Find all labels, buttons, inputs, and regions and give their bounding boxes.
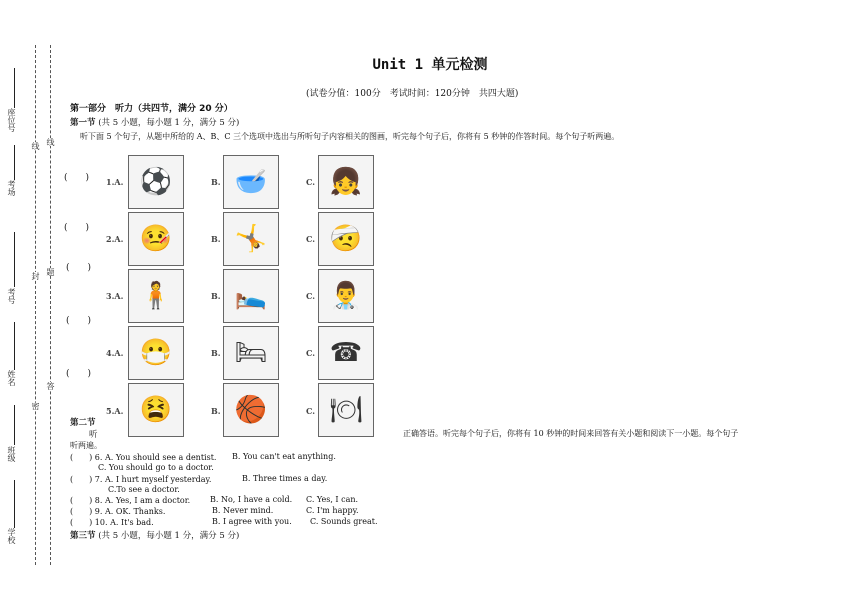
option-a[interactable]: A. OK. Thanks. (104, 507, 166, 516)
option-label: B. (211, 348, 221, 358)
falling-boy-icon[interactable]: 🤸 (223, 212, 279, 266)
line-word-1: 线 (31, 142, 40, 150)
class-underline (14, 405, 15, 445)
option-label: 1.A. (106, 177, 124, 187)
sec2-instructions-end: 听两遍。 (70, 441, 102, 450)
coughing-boy-icon[interactable]: 😷 (128, 326, 184, 380)
bed-rest-icon[interactable]: 🛌 (223, 269, 279, 323)
option-label: C. (306, 348, 316, 358)
sec1-instructions: 听下面 5 个句子，从题中所给的 A、B、C 三个选项中选出与所听句子内容相关的图画，听完每个句子后，你将有 5 秒钟的作答时间。每个句子听两遍。 (80, 132, 620, 141)
option-b[interactable]: B. No, I have a cold. (210, 495, 293, 504)
doctor-icon[interactable]: 👨‍⚕️ (318, 269, 374, 323)
page-title (0, 54, 860, 74)
no-word: 密 (31, 402, 40, 410)
question-9: ( ) 9. A. OK. Thanks. (70, 507, 166, 516)
answer-paren[interactable]: ( ) (70, 507, 93, 516)
answer-paren[interactable]: ( ) (66, 263, 92, 273)
dashed-line-right (50, 45, 51, 565)
option-label: C. (306, 234, 316, 244)
answer-paren[interactable]: ( ) (70, 496, 93, 505)
basketball-boy-icon[interactable]: 🏀 (223, 383, 279, 437)
option-c[interactable]: C.To see a doctor. (108, 485, 180, 494)
girl-icon[interactable]: 👧 (318, 155, 374, 209)
question-7: ( ) 7. A. I hurt myself yesterday. (70, 475, 212, 484)
answer-paren[interactable]: ( ) (66, 369, 92, 379)
subtitle: (试卷分值：100分 考试时间：120分钟 共四大题) (306, 89, 519, 99)
option-label: 2.A. (106, 234, 124, 244)
answer-paren[interactable]: ( ) (70, 518, 93, 527)
answer-paren[interactable]: ( ) (64, 223, 90, 233)
seat-underline (14, 68, 15, 108)
line-word-2: 线 (46, 138, 55, 146)
option-b[interactable]: B. Never mind. (212, 506, 274, 515)
name-label: 姓名 (7, 370, 16, 386)
option-label: 4.A. (106, 348, 124, 358)
option-a[interactable]: A. You should see a dentist. (104, 453, 217, 462)
option-label: C. (306, 177, 316, 187)
sick-boy-icon[interactable]: 🤒 (128, 212, 184, 266)
bowl-icon[interactable]: 🥣 (223, 155, 279, 209)
sec3-heading: 第三节 (70, 531, 96, 541)
binding-margin (0, 0, 62, 595)
sec3-note: (共 5 小题，每小题 1 分，满分 5 分) (98, 531, 240, 541)
dashed-line-left (35, 45, 36, 565)
exam-no-underline (14, 232, 15, 287)
q-word: 题 (46, 268, 55, 276)
option-label: B. (211, 177, 221, 187)
option-label: 3.A. (106, 291, 124, 301)
sec2-listen: 听 (89, 430, 98, 440)
answer-paren[interactable]: ( ) (64, 173, 90, 183)
option-a[interactable]: A. It's bad. (110, 518, 154, 527)
school-label: 学校 (7, 528, 16, 544)
option-c[interactable]: C. You should go to a doctor. (98, 463, 214, 472)
answer-paren[interactable]: ( ) (70, 453, 93, 462)
man-headache-icon[interactable]: 🤕 (318, 212, 374, 266)
option-label: B. (211, 291, 221, 301)
answer-paren[interactable]: ( ) (70, 475, 93, 484)
option-label: B. (211, 234, 221, 244)
option-b[interactable]: B. Three times a day. (242, 474, 328, 483)
sec2-heading: 第二节 (70, 418, 96, 428)
option-c[interactable]: C. Yes, I can. (306, 495, 359, 504)
sec3-line (70, 529, 239, 541)
seat-label: 座位号 (7, 108, 16, 132)
title-cn: 单元检测 (431, 57, 488, 73)
option-label: 5.A. (106, 406, 124, 416)
class-label: 班级 (7, 446, 16, 462)
ans-word: 答 (46, 382, 55, 390)
school-underline (14, 480, 15, 528)
sec2-instructions: 正确答语。听完每个句子后，你将有 10 秒钟的时间来回答有关小题和阅读下一小题。每个句子 (403, 429, 739, 438)
question-6: ( ) 6. A. You should see a dentist. (70, 453, 217, 462)
phone-call-icon[interactable]: ☎ (318, 326, 374, 380)
option-a[interactable]: A. Yes, I am a doctor. (104, 496, 191, 505)
sec1-line (70, 116, 239, 128)
tired-boy-icon[interactable]: 😫 (128, 383, 184, 437)
title-unit: Unit 1 (372, 57, 424, 73)
room-underline (14, 145, 15, 180)
standing-boy-icon[interactable]: 🧍 (128, 269, 184, 323)
option-b[interactable]: B. You can't eat anything. (232, 452, 336, 461)
eating-man-icon[interactable]: 🍽 (318, 383, 374, 437)
answer-paren[interactable]: ( ) (66, 316, 92, 326)
soccer-ball-icon[interactable]: ⚽ (128, 155, 184, 209)
sec1-note: (共 5 小题，每小题 1 分，满分 5 分) (98, 118, 240, 128)
option-c[interactable]: C. I'm happy. (306, 506, 359, 515)
option-c[interactable]: C. Sounds great. (310, 517, 378, 526)
question-10: ( ) 10. A. It's bad. (70, 518, 154, 527)
option-label: C. (306, 406, 316, 416)
option-a[interactable]: A. I hurt myself yesterday. (104, 475, 212, 484)
option-label: C. (306, 291, 316, 301)
name-underline (14, 322, 15, 370)
seal-word: 封 (31, 272, 40, 280)
sec1-heading: 第一节 (70, 118, 96, 128)
exam-no-label: 考号 (7, 288, 16, 304)
option-b[interactable]: B. I agree with you. (212, 517, 292, 526)
question-8: ( ) 8. A. Yes, I am a doctor. (70, 496, 191, 505)
option-label: B. (211, 406, 221, 416)
room-label: 考场 (7, 180, 16, 196)
sick-in-bed-icon[interactable]: 🛏 (223, 326, 279, 380)
part1-heading: 第一部分 听力（共四节，满分 20 分） (70, 104, 233, 114)
